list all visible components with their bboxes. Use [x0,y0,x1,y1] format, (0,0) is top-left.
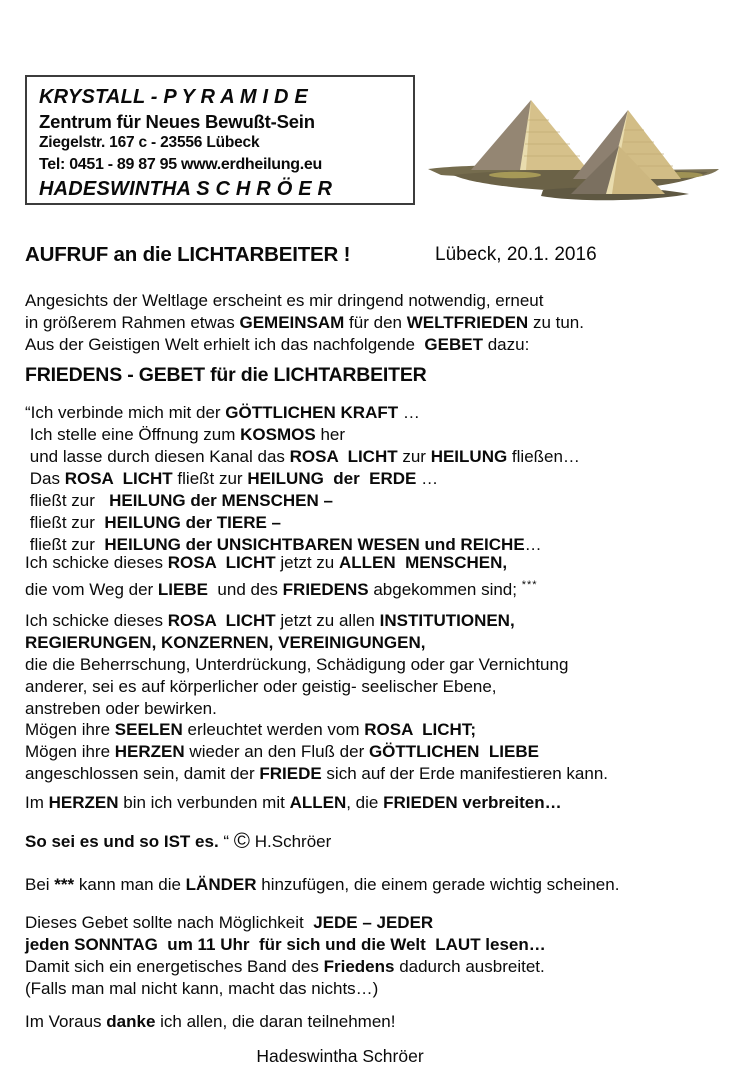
text: und des [207,580,283,599]
bold-text: FRIEDE [259,764,322,783]
bold-text: ALLEN [289,793,347,812]
text-line [25,468,730,490]
text: Im Voraus [25,1012,107,1031]
text: zur [397,447,431,466]
intro-paragraph [25,290,730,356]
text: anstreben oder bewirken. [25,699,217,718]
bold-text: FRIEDENS - GEBET für die LICHTARBEITER [25,364,427,386]
text-line [25,424,730,446]
text-line [25,363,730,387]
bold-text: GEMEINSAM [239,313,345,332]
bold-text: HEILUNG der ERDE [247,469,417,488]
text: abgekommen sind; [368,580,522,599]
text-line [25,956,730,978]
text-line [25,912,730,934]
text: und lasse durch diesen Kanal das [25,447,290,466]
text: (Falls man mal nicht kann, macht das nichts…) [25,979,379,998]
text: *** [521,579,538,591]
bold-text: HEILUNG der UNSICHTBAREN WESEN und REICHE [104,535,525,554]
bold-text: FRIEDEN verbreiten… [383,793,562,812]
bold-text: ROSA LICHT [167,611,276,630]
text-line [25,792,730,814]
bold-text: ROSA LICHT [289,447,398,466]
bold-text: So sei es und so IST es. [25,832,224,851]
text-line [25,934,730,956]
text: Damit sich ein energetisches Band des [25,957,324,976]
text: Dieses Gebet sollte nach Möglichkeit [25,913,314,932]
text: … [398,403,420,422]
bold-text: GÖTTLICHEN KRAFT [225,403,399,422]
text: bin ich verbunden mit [118,793,290,812]
bold-text: HEILUNG der MENSCHEN – [109,491,333,510]
bold-text: HEILUNG der TIERE – [104,513,281,532]
text: Mögen ihre [25,742,115,761]
text: Ich stelle eine Öffnung zum [25,425,241,444]
text: die vom Weg der [25,580,158,599]
text-line [25,512,730,534]
text: hinzufügen, die einem gerade wichtig scheinen. [256,875,620,894]
bold-text: ALLEN MENSCHEN, [338,553,508,572]
bold-text: SEELEN [114,720,183,739]
bold-text: HERZEN [114,742,185,761]
text: Bei [25,875,55,894]
text: Mögen ihre [25,720,115,739]
text: Das [25,469,65,488]
bold-text: *** [54,875,75,894]
text: fließt zur [25,513,105,532]
bold-text: KOSMOS [240,425,316,444]
text-line [25,978,730,1000]
text-line [25,763,730,785]
text: kann man die [74,875,186,894]
bold-text: LIEBE [157,580,208,599]
bold-text: LÄNDER [185,875,257,894]
prayer-heading [25,363,730,387]
text: fließt zur [25,491,110,510]
text: wieder an den Fluß der [184,742,369,761]
text: fließen… [507,447,580,466]
signature: Hadeswintha Schröer [256,1046,424,1066]
bold-text: HERZEN [48,793,119,812]
text-line [25,698,730,720]
text-line [25,290,730,312]
text: Ich schicke dieses [25,553,168,572]
prayer-block [25,402,730,556]
org-name: KRYSTALL - P Y R A M I D E [39,86,308,108]
text: , die [346,793,384,812]
text-line [25,741,730,763]
text-line [25,874,730,896]
so-sei-es-line [25,830,730,853]
bold-text: danke [106,1012,156,1031]
bold-text: WELTFRIEDEN [406,313,529,332]
laender-line [25,874,730,896]
text: angeschlossen sein, damit der [25,764,260,783]
text: Im [25,793,49,812]
sonntag-paragraph [25,912,730,1000]
text: zu tun. [528,313,584,332]
bold-text: REGIERUNGEN, KONZERNEN, VEREINIGUNGEN, [25,633,426,652]
date-place: Lübeck, 20.1. 2016 [435,244,597,265]
text: … [524,535,542,554]
text: © [233,828,251,853]
bold-text: ROSA LICHT [167,553,276,572]
text-line [25,490,730,512]
text: jetzt zu allen [275,611,380,630]
text-line [25,654,730,676]
text-line [25,552,730,574]
menschen-paragraph [25,552,730,601]
org-contact: Tel: 0451 - 89 87 95 www.erdheilung.eu [39,156,322,173]
org-person: HADESWINTHA S C H R Ö E R [39,178,333,200]
text-line [25,632,730,654]
text: her [315,425,346,444]
bold-text: ROSA LICHT; [364,720,476,739]
text: jetzt zu [275,553,339,572]
bold-text: FRIEDENS [282,580,369,599]
page-title: AUFRUF an die LICHTARBEITER ! [25,243,351,266]
text: für den [344,313,407,332]
org-subtitle: Zentrum für Neues Bewußt-Sein [39,111,315,132]
text: “ [223,832,234,851]
institutionen-paragraph [25,610,730,720]
text: Aus der Geistigen Welt erhielt ich das nachfolgende [25,335,425,354]
text-line [25,719,730,741]
bold-text: INSTITUTIONEN, [379,611,515,630]
herzen-line [25,792,730,814]
text-line [25,334,730,356]
text: dadurch ausbreitet. [394,957,545,976]
text: Angesichts der Weltlage erscheint es mir dringend notwendig, erneut [25,291,544,310]
text: Ich schicke dieses [25,611,168,630]
bold-text: JEDE – JEDER [313,913,434,932]
bold-text: GÖTTLICHEN LIEBE [368,742,539,761]
text-line [25,312,730,334]
text: sich auf der Erde manifestieren kann. [321,764,609,783]
text: dazu: [482,335,530,354]
text-line [25,402,730,424]
bold-text: jeden SONNTAG um 11 Uhr für sich und die Welt LAUT lesen… [25,935,546,954]
text: die die Beherrschung, Unterdrückung, Schädigung oder gar Vernichtung [25,655,569,674]
text: fließt zur [25,535,105,554]
text: ich allen, die daran teilnehmen! [155,1012,396,1031]
seelen-paragraph [25,719,730,785]
text: … [416,469,439,488]
danke-line [25,1011,730,1033]
text: “Ich verbinde mich mit der [25,403,226,422]
text-line [25,446,730,468]
text-line [25,574,730,601]
text: anderer, sei es auf körperlicher oder geistig- seelischer Ebene, [25,677,497,696]
text: in größerem Rahmen etwas [25,313,240,332]
bold-text: ROSA LICHT [64,469,173,488]
text: H.Schröer [250,832,332,851]
text-line [25,1011,730,1033]
text-line [25,676,730,698]
text: erleuchtet werden vom [182,720,365,739]
bold-text: Friedens [323,957,395,976]
bold-text: HEILUNG [430,447,508,466]
bold-text: GEBET [424,335,483,354]
org-address: Ziegelstr. 167 c - 23556 Lübeck [39,134,260,151]
text: fließt zur [172,469,248,488]
text-line [25,830,730,853]
text-line [25,610,730,632]
